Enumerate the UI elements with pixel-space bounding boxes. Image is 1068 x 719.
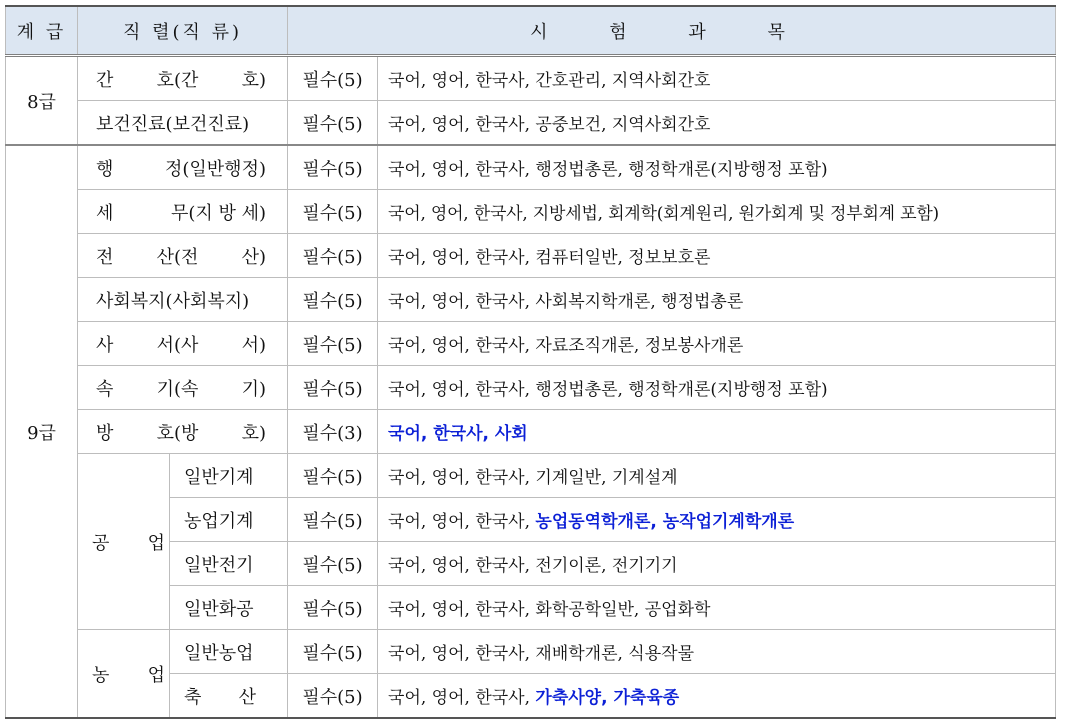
subjects-cell <box>378 498 1056 542</box>
subjects-cell: 국어, 영어, 한국사, 재배학개론, 식용작물 <box>378 630 1056 674</box>
table-header-row <box>6 6 1056 56</box>
exam-cell: 필수(5) <box>288 56 378 101</box>
job-part: 행 <box>96 158 114 180</box>
job-cell: 일반전기 <box>170 542 288 586</box>
exam-cell: 필수(5) <box>288 454 378 498</box>
job-cell <box>78 190 288 234</box>
category-part: 업 <box>147 532 165 554</box>
job-cell <box>78 322 288 366</box>
highlighted-subjects: 농업동역학개론, 농작업기계학개론 <box>535 512 795 532</box>
table-row <box>6 630 1056 674</box>
job-part: 세 <box>96 202 114 224</box>
exam-cell: 필수(5) <box>288 322 378 366</box>
table-row <box>6 454 1056 498</box>
subjects-cell: 국어, 영어, 한국사, 행정법총론, 행정학개론(지방행정 포함) <box>378 366 1056 410</box>
table-row <box>6 56 1056 101</box>
table-row <box>6 322 1056 366</box>
job-part: 산(전 <box>156 246 199 268</box>
category-part: 업 <box>147 664 165 686</box>
exam-cell: 필수(5) <box>288 145 378 190</box>
category-part: 공 <box>92 532 110 554</box>
exam-cell: 필수(5) <box>288 278 378 322</box>
subjects-cell: 국어, 영어, 한국사, 자료조직개론, 정보봉사개론 <box>378 322 1056 366</box>
job-part: 산) <box>241 246 266 268</box>
category-cell <box>78 630 170 719</box>
job-cell <box>78 410 288 454</box>
subjects-cell: 국어, 영어, 한국사, 전기이론, 전기기기 <box>378 542 1056 586</box>
exam-cell: 필수(5) <box>288 190 378 234</box>
job-part: 축 <box>184 686 202 708</box>
grade-cell: 9급 <box>6 145 78 718</box>
job-part: 서) <box>241 334 266 356</box>
header-subjects: 시 험 과 목 <box>288 6 1056 56</box>
job-cell: 일반농업 <box>170 630 288 674</box>
job-part: 전 <box>96 246 114 268</box>
highlighted-subjects: 가축사양, 가축육종 <box>535 688 680 708</box>
job-part: 간 <box>96 69 114 91</box>
job-part: 속 <box>96 378 114 400</box>
subjects-cell: 국어, 영어, 한국사, 공중보건, 지역사회간호 <box>378 101 1056 146</box>
highlighted-subjects: 국어, 한국사, 사회 <box>388 424 528 444</box>
job-cell: 보건진료(보건진료) <box>78 101 288 146</box>
subjects-cell: 국어, 영어, 한국사, 지방세법, 회계학(회계원리, 원가회계 및 정부회계 포함) <box>378 190 1056 234</box>
exam-cell: 필수(3) <box>288 410 378 454</box>
job-part: 정(일반행정) <box>165 158 266 180</box>
job-part: 무(지 방 세) <box>170 202 266 224</box>
exam-cell: 필수(5) <box>288 674 378 719</box>
table-row <box>6 145 1056 190</box>
category-part: 농 <box>92 664 110 686</box>
job-cell <box>78 234 288 278</box>
job-part: 방 <box>96 422 114 444</box>
table-row <box>6 410 1056 454</box>
exam-cell: 필수(5) <box>288 234 378 278</box>
category-cell <box>78 454 170 630</box>
job-cell <box>78 366 288 410</box>
job-part: 호(방 <box>156 422 199 444</box>
job-cell: 사회복지(사회복지) <box>78 278 288 322</box>
subjects-prefix: 국어, 영어, 한국사, <box>388 688 536 708</box>
header-grade: 계 급 <box>6 6 78 56</box>
exam-subjects-table <box>5 5 1056 719</box>
header-job: 직 렬(직 류) <box>78 6 288 56</box>
subjects-cell: 국어, 영어, 한국사, 화학공학일반, 공업화학 <box>378 586 1056 630</box>
subjects-cell <box>378 674 1056 719</box>
job-part: 산 <box>238 686 256 708</box>
subjects-prefix: 국어, 영어, 한국사, <box>388 512 536 532</box>
job-part: 기(속 <box>156 378 199 400</box>
exam-cell: 필수(5) <box>288 630 378 674</box>
job-part: 서(사 <box>156 334 199 356</box>
subjects-cell: 국어, 영어, 한국사, 컴퓨터일반, 정보보호론 <box>378 234 1056 278</box>
job-cell: 일반화공 <box>170 586 288 630</box>
job-part: 호) <box>241 69 266 91</box>
job-part: 호) <box>241 422 266 444</box>
job-cell <box>78 145 288 190</box>
exam-cell: 필수(5) <box>288 586 378 630</box>
table-row <box>6 190 1056 234</box>
job-part: 사 <box>96 334 114 356</box>
exam-subjects-table-wrapper <box>5 5 1056 719</box>
job-part: 기) <box>241 378 266 400</box>
exam-cell: 필수(5) <box>288 542 378 586</box>
exam-cell: 필수(5) <box>288 101 378 146</box>
job-cell <box>78 56 288 101</box>
table-row <box>6 366 1056 410</box>
job-part: 호(간 <box>156 69 199 91</box>
table-row <box>6 101 1056 146</box>
job-cell <box>170 674 288 719</box>
job-cell: 농업기계 <box>170 498 288 542</box>
subjects-cell: 국어, 영어, 한국사, 간호관리, 지역사회간호 <box>378 56 1056 101</box>
grade-cell: 8급 <box>6 56 78 146</box>
subjects-cell: 국어, 영어, 한국사, 기계일반, 기계설계 <box>378 454 1056 498</box>
exam-cell: 필수(5) <box>288 498 378 542</box>
table-row <box>6 278 1056 322</box>
subjects-cell: 국어, 영어, 한국사, 사회복지학개론, 행정법총론 <box>378 278 1056 322</box>
table-row <box>6 234 1056 278</box>
subjects-cell <box>378 410 1056 454</box>
exam-cell: 필수(5) <box>288 366 378 410</box>
job-cell: 일반기계 <box>170 454 288 498</box>
subjects-cell: 국어, 영어, 한국사, 행정법총론, 행정학개론(지방행정 포함) <box>378 145 1056 190</box>
